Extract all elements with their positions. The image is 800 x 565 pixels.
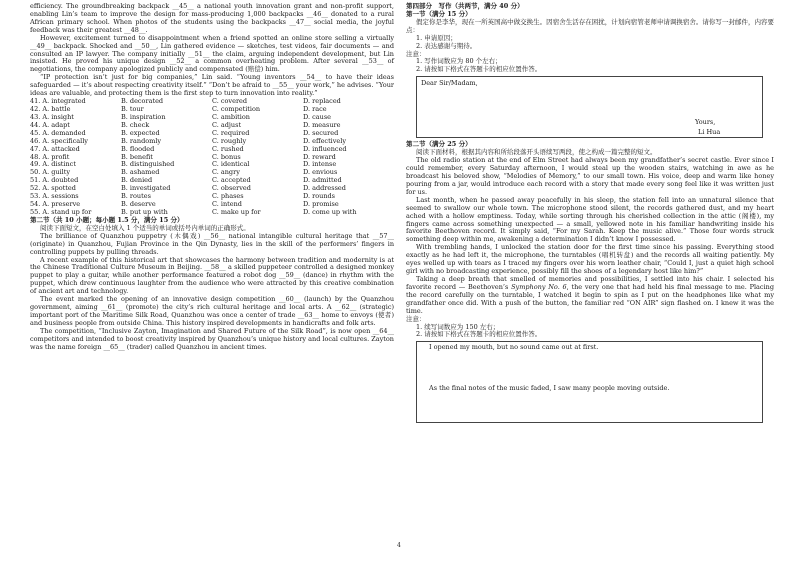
option-choice: 51. A. doubted	[30, 177, 79, 185]
option-choice: 44. A. adapt	[30, 121, 70, 129]
cloze-paragraph: “IP protection isn’t just for big companies,” Lin said. “Young inventors __54__ to have their ideas safeguarded — it’s about respecting creativity itself.” “Don’t be afraid to __55__ your work,” he advises. “Your ideas are valuable, and protecting them is the first step to turn innovation into reality.”	[30, 73, 394, 98]
option-choice: D. admitted	[303, 177, 342, 185]
continuation-answer-box	[416, 341, 763, 423]
option-choice: D. race	[303, 105, 327, 113]
option-choice: B. ashamed	[121, 169, 160, 177]
writing-section1-prompt: 假定你是李华，现在一所英国高中做交换生。因宿舍生活存在困扰，计划向宿管老师申请调换宿舍。请你写一封邮件，内容要点：	[406, 17, 774, 34]
option-choice: C. identical	[212, 161, 250, 169]
option-choice: D. envious	[303, 169, 338, 177]
grammar-paragraph: The competition, “Inclusive Zayton, Imagination and Shared Future of the Silk Road”, is now open __64__ competitors and intended to boost creativity inspired by Quanzhou’s unique history and local cultures. Zayton was the name foreign __65__ (trader) called Quanzhou in ancient times.	[30, 326, 394, 351]
cloze-paragraph: efficiency. The groundbreaking backpack __45__ a national youth innovation grant and non-profit support, enabling Lin’s team to improve the design for mass-producing 1,000 backpacks __46__ donated to a rural African primary school. When photos of the students using the backpacks __47__ social media, the joyful feedback was their greatest __48__.	[30, 2, 394, 34]
letter-closing: Yours,	[695, 118, 716, 127]
story-paragraph: Taking a deep breath that smelled of memories and possibilities, I settled into his chair. I selected his favorite record — Beethoven’s Symphony No. 6, the very one that had held his final message to me. Placing the record carefully on the turntable, I watched it begin to spin as I put on the headphones like what my grandfather once did. With a push of the button, the familiar red “ON AIR” sign flashed on. I knew it was the time.	[406, 274, 774, 315]
option-choice: B. put up with	[121, 208, 168, 216]
option-choice: D. influenced	[303, 145, 347, 153]
option-row	[30, 201, 394, 209]
paragraph-start-1: I opened my mouth, but no sound came out at first.	[429, 343, 599, 352]
note-label: 注意：	[406, 49, 426, 58]
note-item: 2. 请按如下格式在答题卡的相应位置作答。	[416, 65, 542, 74]
option-choice: C. angry	[212, 169, 240, 177]
option-choice: B. flooded	[121, 145, 155, 153]
option-choice: 45. A. demanded	[30, 129, 86, 137]
option-choice: 49. A. distinct	[30, 161, 76, 169]
option-choice: C. competition	[212, 105, 261, 113]
option-choice: B. randomly	[121, 137, 162, 145]
option-choice: 54. A. preserve	[30, 201, 81, 209]
option-choice: B. tour	[121, 105, 144, 113]
option-choice: D. effectively	[303, 137, 347, 145]
note-item: 2. 请按如下格式在答题卡的相应位置作答。	[416, 330, 542, 339]
option-choice: B. distinguished	[121, 161, 175, 169]
option-choice: 42. A. battle	[30, 105, 71, 113]
option-choice: 41. A. integrated	[30, 98, 86, 106]
option-choice: C. covered	[212, 98, 248, 106]
option-choice: 43. A. insight	[30, 113, 74, 121]
option-choice: B. routes	[121, 193, 151, 201]
option-choice: 47. A. attacked	[30, 145, 80, 153]
note-item: 1. 续写词数应为 150 左右；	[416, 322, 500, 331]
option-choice: C. rushed	[212, 145, 244, 153]
option-choice: D. secured	[303, 129, 339, 137]
option-choice: B. expected	[121, 129, 160, 137]
option-row	[30, 138, 394, 146]
section2-instruction: 阅读下面短文，在空白处填入 1 个适当的单词或括号内单词的正确形式。	[40, 223, 250, 232]
option-choice: C. phases	[212, 193, 244, 201]
note-item: 1. 写作词数应为 80 个左右；	[416, 57, 502, 66]
option-choice: B. check	[121, 121, 150, 129]
option-row	[30, 130, 394, 138]
letter-answer-box	[416, 76, 763, 138]
option-choice: C. bonus	[212, 153, 241, 161]
cloze-options	[30, 98, 394, 217]
option-choice: B. inspiration	[121, 113, 166, 121]
option-choice: D. rounds	[303, 193, 336, 201]
option-choice: B. denied	[121, 177, 153, 185]
section2-heading: 第二节（共 10 小题；每小题 1.5 分，满分 15 分）	[30, 215, 184, 224]
left-column	[30, 3, 394, 352]
option-choice: C. adjust	[212, 121, 242, 129]
story-paragraph: The old radio station at the end of Elm Street had always been my grandfather’s secret castle. Ever since I could remember, every Saturday afternoon, I would steal up the wooden stairs, watching in awe as he broadcast his beloved show, “Melodies of Memory,” to our small town. His voice, deep and warm like honey pouring from a jar, would introduce each record with a story that made every song feel like it was written just for us.	[406, 156, 774, 196]
option-choice: 48. A. profit	[30, 153, 70, 161]
option-row	[30, 161, 394, 169]
note-label: 注意：	[406, 314, 426, 323]
symphony-title: Symphony No. 6	[511, 282, 567, 291]
option-choice: 53. A. sessions	[30, 193, 79, 201]
option-choice: 46. A. specifically	[30, 137, 88, 145]
option-choice: D. come up with	[303, 208, 357, 216]
letter-signature: Li Hua	[698, 128, 721, 137]
option-choice: C. ambition	[212, 113, 250, 121]
option-row	[30, 122, 394, 130]
option-choice: D. reward	[303, 153, 336, 161]
option-choice: B. deserve	[121, 201, 156, 209]
option-choice: B. benefit	[121, 153, 153, 161]
story-paragraph: With trembling hands, I unlocked the station door for the first time since his passing. Everything stood exactly as he had left it, the microphone, the turntables (唱机转盘) and the records all waiting patiently. My eyes welled up with tears as I traced my fingers over his worn leather chair, “Could I, just a quiet high school girl with no broadcasting experience, possibly fill the shoes of a legendary host like him?”	[406, 243, 774, 276]
writing-section2-prompt: 阅读下面材料，根据其内容和所给段落开头语续写两段，使之构成一篇完整的短文。	[416, 148, 657, 157]
option-row	[30, 193, 394, 201]
option-row	[30, 106, 394, 114]
content-point: 1. 申请原因；	[416, 33, 457, 42]
option-choice: 52. A. spotted	[30, 185, 76, 193]
writing-part-heading: 第四部分 写作（共两节，满分 40 分）	[406, 2, 524, 10]
letter-salutation: Dear Sir/Madam,	[421, 79, 478, 88]
grammar-paragraph: The brilliance of Quanzhou puppetry (木偶戏) __56__ national intangible cultural heritage that __57__ (originate) in Quanzhou, Fujian Province in the Qin Dynasty, lies in the skill of the performers’ fingers in controlling puppets by pulling threads.	[30, 231, 394, 256]
option-choice: C. accepted	[212, 177, 251, 185]
option-row	[30, 98, 394, 106]
option-choice: B. investigated	[121, 185, 171, 193]
grammar-paragraph: A recent example of this historical art that showcases the harmony between tradition and modernity is at the Chinese Traditional Culture Museum in Beijing. __58__ a skilled puppeteer controlled a designed monkey puppet to play a guitar, while another performance featured a robot dog __59__ (dance) in rhythm with the puppet, which drew continuous laughter from the audience who were attracted by this creative combination of ancient art and technology.	[30, 255, 394, 296]
option-row	[30, 185, 394, 193]
cloze-paragraph: However, excitement turned to disappointment when a friend spotted an online store selling a virtually __49__ backpack. Shocked and __50__, Lin gathered evidence — sketches, test videos, fair documents — and consulted an IP lawyer. The company initially __51__ the claim, arguing independent development, but Lin insisted. He proved his unique design __52__ a common overheating problem. After several __53__ of negotiations, the company apologized publicly and compensated (赔偿) him.	[30, 33, 394, 74]
right-column	[406, 3, 774, 423]
option-choice: D. promise	[303, 201, 339, 209]
option-choice: D. intense	[303, 161, 337, 169]
option-choice: 50. A. guilty	[30, 169, 71, 177]
option-row	[30, 169, 394, 177]
option-row	[30, 114, 394, 122]
option-choice: 55. A. stand up for	[30, 208, 92, 216]
option-choice: C. intend	[212, 201, 242, 209]
option-choice: D. cause	[303, 113, 331, 121]
page-number: 4	[397, 542, 401, 549]
option-choice: C. required	[212, 129, 250, 137]
option-choice: D. measure	[303, 121, 341, 129]
option-row	[30, 177, 394, 185]
grammar-paragraph: The event marked the opening of an innovative design competition __60__ (launch) by the Quanzhou government, aiming __61__ (promote) the city’s rich cultural heritage and local arts. A __62__ (strategic) important port of the Maritime Silk Road, Quanzhou was once a center of trade __63__ home to envoys (使者) and business people from outside China. This history inspired developments in handicrafts and folk arts.	[30, 295, 394, 327]
writing-section1-heading: 第一节（满分 15 分）	[406, 9, 472, 18]
option-choice: C. make up for	[212, 208, 261, 216]
option-choice: C. observed	[212, 185, 251, 193]
option-choice: D. replaced	[303, 98, 341, 106]
option-row	[30, 154, 394, 162]
story-paragraph: Last month, when he passed away peacefully in his sleep, the station fell into an unnatural silence that seemed to swallow our whole town. The microphone stood silent, the records gathered dust, and my heart ached with a hollow emptiness. Today, while sorting through his cherished collection in the attic (阁楼), my fingers came across something unexpected — a small, yellowed note in his familiar handwriting inside his favorite Beethoven record. It simply said, “For my Sarah. Keep the music alive.” Those four words struck something deep within me, awakening a determination I didn’t know I possessed.	[406, 195, 774, 244]
option-row	[30, 146, 394, 154]
option-choice: B. decorated	[121, 98, 164, 106]
content-point: 2. 表达感谢与期待。	[416, 41, 477, 50]
writing-section2-heading: 第二节（满分 25 分）	[406, 140, 472, 149]
option-choice: D. addressed	[303, 185, 346, 193]
option-choice: C. roughly	[212, 137, 247, 145]
paragraph-start-2: As the final notes of the music faded, I saw many people moving outside.	[429, 384, 670, 393]
